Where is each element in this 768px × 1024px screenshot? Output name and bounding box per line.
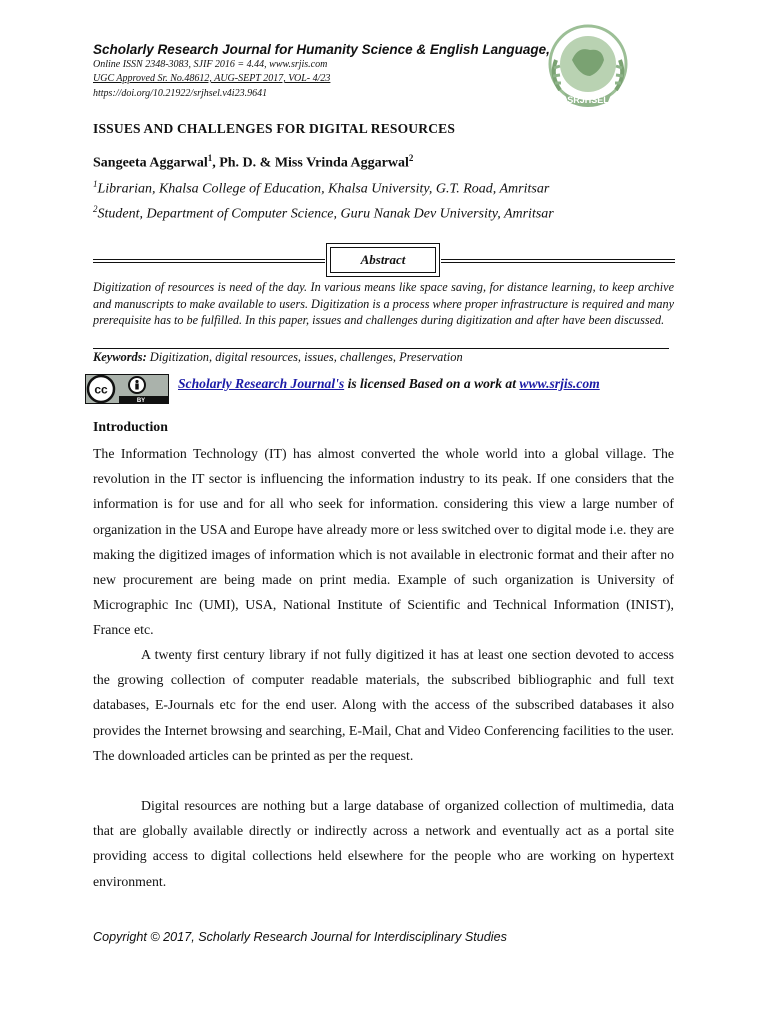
intro-paragraph-1: The Information Technology (IT) has almost converted the whole world into a global village. The revolution in the IT sector is influencing the information industry to its peak. If one considers that the information is for use and for all who seek for information. considering this view a large number of organization in the USA and Europe have already more or less switched over to digital mode i.e. they are making the digitized images of information which is not available in electronic format and their after no new procurement are being made on print media. Example of such organization is University of Micrographic Inc (UMI), USA, National Institute of Scientific and Technical Information (INIST), France etc.	[93, 446, 674, 638]
author-1: Sangeeta Aggarwal	[93, 155, 208, 171]
intro-paragraph-2: A twenty first century library if not fully digitized it has at least one section devoted to access the growing collection of computer readable materials, the subscribed bibliographic and full text databases, E-Journals etc for the end user. Along with the access of the subscribed databases it also provides the Internet browsing and searching, E-Mail, Chat and Video Conferencing facilities to the user. The downloaded articles can be printed as per the request.	[93, 647, 674, 763]
affiliation-2	[93, 204, 554, 223]
abstract-heading: Abstract	[330, 247, 436, 273]
abstract-end-rule	[93, 348, 669, 349]
website-link[interactable]: www.srjis.com	[519, 376, 600, 391]
license-middle: is licensed Based on a work at	[344, 376, 520, 391]
affil-2-sup: 2	[93, 204, 98, 214]
abstract-divider-left-2	[93, 262, 325, 263]
cc-by-license-icon	[85, 374, 169, 404]
affil-1-text: Librarian, Khalsa College of Education, Khalsa University, G.T. Road, Amritsar	[97, 181, 550, 197]
keywords	[93, 350, 463, 365]
author-1-sup: 1	[207, 153, 213, 163]
author-2-sup: 2	[408, 153, 414, 163]
svg-text:cc: cc	[94, 382, 108, 397]
issn-line: Online ISSN 2348-3083, SJIF 2016 = 4.44, www.srjis.com	[93, 59, 328, 70]
abstract-divider-right	[441, 259, 675, 260]
intro-paragraph-3: Digital resources are nothing but a large database of organized collection of multimedia, data that are globally available directly or indirectly across a network and eventually act as a portal site providing access to digital collections held elsewhere for the people who are working on hypertext environment.	[93, 798, 674, 889]
author-mid: , Ph. D. & Miss Vrinda Aggarwal	[212, 155, 409, 171]
abstract-heading-box	[326, 243, 440, 277]
ugc-line: UGC Approved Sr. No.48612, AUG-SEPT 2017, VOL- 4/23	[93, 73, 331, 84]
abstract-divider-right-2	[441, 262, 675, 263]
copyright-footer: Copyright © 2017, Scholarly Research Journal for Interdisciplinary Studies	[93, 930, 507, 944]
affil-2-text: Student, Department of Computer Science, Guru Nanak Dev University, Amritsar	[97, 206, 554, 222]
abstract-divider-left	[93, 259, 325, 260]
authors	[93, 153, 413, 172]
introduction-heading: Introduction	[93, 419, 168, 434]
doi-line: https://doi.org/10.21922/srjhsel.v4i23.9641	[93, 88, 268, 99]
cc-badge-text: BY	[136, 398, 146, 404]
affiliation-1	[93, 179, 549, 198]
keywords-value: Digitization, digital resources, issues, challenges, Preservation	[146, 350, 463, 364]
abstract-text: Digitization of resources is need of the day. In various means like space saving, for distance learning, to keep archive and manuscripts to make available to users. Digitization is a process where proper infrastructure is required and many prerequisite has to be fulfilled. In this paper, issues and challenges during digitization and after have been discussed.	[93, 280, 674, 327]
keywords-label: Keywords:	[93, 350, 147, 364]
paper-title: ISSUES AND CHALLENGES FOR DIGITAL RESOURCES	[93, 121, 456, 136]
affil-1-sup: 1	[93, 179, 98, 189]
license-line	[178, 376, 600, 392]
journal-logo-icon	[542, 20, 634, 112]
journal-title: Scholarly Research Journal for Humanity Science & English Language,	[93, 42, 550, 57]
journal-link[interactable]: Scholarly Research Journal's	[178, 376, 345, 391]
logo-text: SRJHSEL	[567, 95, 609, 105]
